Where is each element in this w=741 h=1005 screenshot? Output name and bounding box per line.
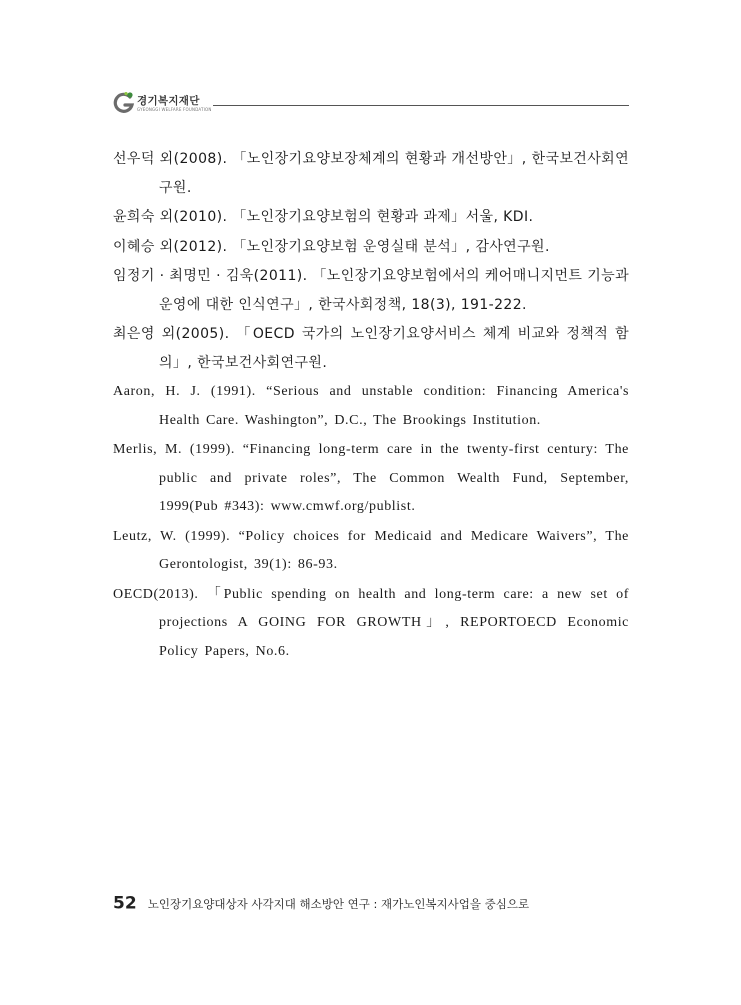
reference-item: 선우덕 외(2008). 「노인장기요양보장체계의 현황과 개선방안」, 한국보건사회연구원. — [113, 151, 629, 196]
reference-list — [113, 145, 629, 667]
reference-item: 임정기 · 최명민 · 김욱(2011). 「노인장기요양보험에서의 케어매니지먼트 기능과 운영에 대한 인식연구」, 한국사회정책, 18(3), 191-222. — [113, 268, 629, 313]
reference-item: Leutz, W. (1999). “Policy choices for Medicaid and Medicare Waivers”, The Gerontologist, 39(1): 86-93. — [113, 528, 629, 572]
reference-item: Merlis, M. (1999). “Financing long-term care in the twenty-first century: The public and private roles”, The Common Wealth Fund, September, 1999(Pub #343): www.cmwf.org/publist. — [113, 442, 629, 514]
page-number: 52 — [113, 893, 137, 914]
running-title: 노인장기요양대상자 사각지대 해소방안 연구 : 재가노인복지사업을 중심으로 — [147, 896, 530, 911]
page-header — [113, 88, 629, 122]
reference-item: OECD(2013). 「Public spending on health and long-term care: a new set of projections A GOING FOR GROWTH」, REPORTOECD Economic Policy Papers, No.6. — [113, 586, 629, 659]
reference-item: 최은영 외(2005). 「OECD 국가의 노인장기요양서비스 체계 비교와 정책적 함의」, 한국보건사회연구원. — [113, 326, 629, 371]
reference-item: 윤희숙 외(2010). 「노인장기요양보험의 현황과 과제」서울, KDI. — [113, 209, 534, 225]
gyeonggi-welfare-logo-icon — [113, 91, 135, 115]
reference-item: 이혜승 외(2012). 「노인장기요양보험 운영실태 분석」, 감사연구원. — [113, 238, 550, 255]
org-subtitle: GYEONGGI WELFARE FOUNDATION — [137, 107, 212, 112]
org-name: 경기복지재단 — [137, 95, 200, 107]
header-divider — [213, 105, 629, 106]
reference-item: Aaron, H. J. (1991). “Serious and unstable condition: Financing America's Health Care. Washington”, D.C., The Brookings Institution. — [113, 384, 629, 428]
page-footer — [113, 893, 529, 914]
